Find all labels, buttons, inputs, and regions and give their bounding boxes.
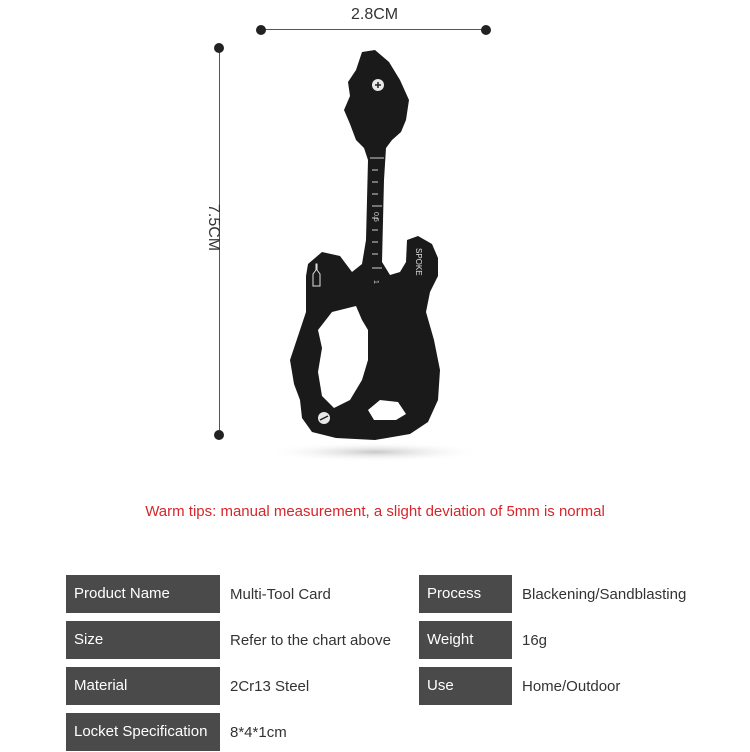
spec-label-product-name: Product Name [66,575,220,613]
spec-value-process: Blackening/Sandblasting [522,586,687,603]
spec-value-product-name: Multi-Tool Card [230,586,331,603]
spec-label-use: Use [419,667,512,705]
spec-value-weight: 16g [522,632,548,649]
spec-value-use: Home/Outdoor [522,678,621,695]
engraving-text: SPOKE [414,248,423,276]
tool-body [290,50,440,440]
spec-label-material: Material [66,667,220,705]
guitar-multitool-icon [260,40,500,480]
width-dimension-label: 2.8CM [351,6,399,23]
spec-label-weight: Weight [419,621,512,659]
spec-label-process: Process [419,575,512,613]
ruler-label-one: 1 [372,280,379,284]
tool-shadow [265,442,485,462]
spec-label-locket-specification: Locket Specification [66,713,220,751]
height-dimension-label: 7.5CM [205,204,222,252]
spec-value-locket-specification: 8*4*1cm [230,724,287,741]
width-dimension-start-dot [256,25,266,35]
spec-label-size: Size [66,621,220,659]
width-dimension-end-dot [481,25,491,35]
ruler-label-half: 0.5 [372,212,379,222]
height-dimension-end-dot [214,430,224,440]
height-dimension-start-dot [214,43,224,53]
warm-tip-text: Warm tips: manual measurement, a slight deviation of 5mm is normal [145,503,605,520]
spec-value-size: Refer to the chart above [230,632,391,649]
spec-value-material: 2Cr13 Steel [230,678,310,695]
width-dimension-line [262,29,486,30]
